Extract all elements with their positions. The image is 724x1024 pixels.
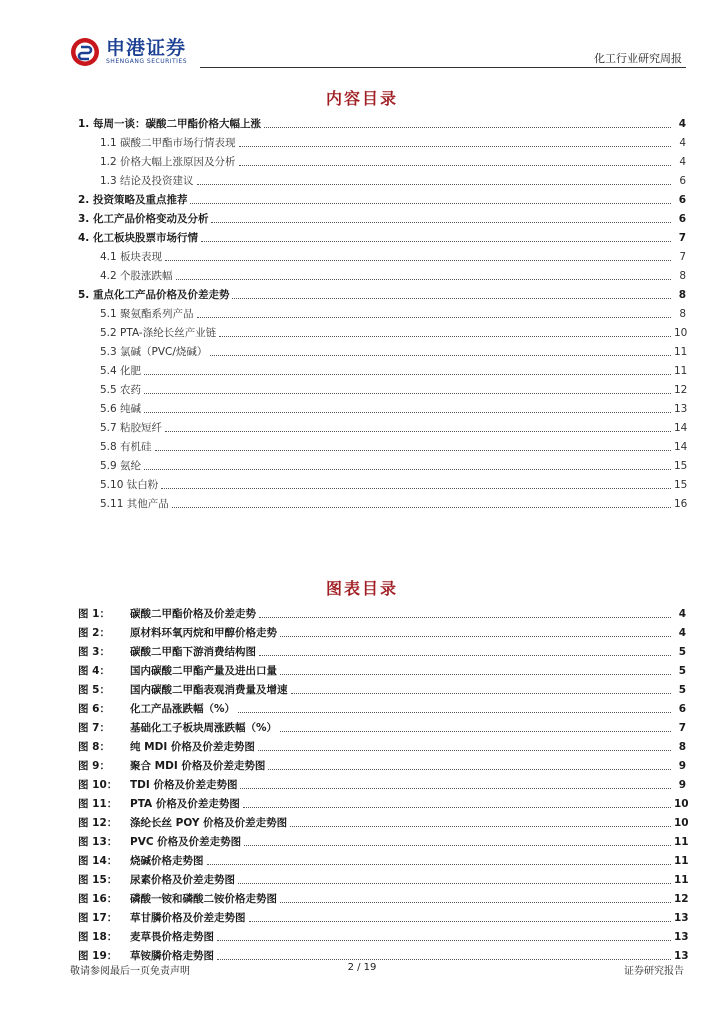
toc-entry-label: 1.1 碳酸二甲酯市场行情表现 (100, 137, 236, 149)
figure-entry-text (78, 779, 237, 792)
figure-title: PTA 价格及价差走势图 (130, 798, 240, 810)
logo-english-name: SHENGANG SECURITIES (106, 58, 188, 65)
figure-entry-page: 11 (674, 874, 689, 886)
toc-entry-label: 5.5 农药 (100, 384, 142, 396)
toc-entry-page: 15 (674, 460, 688, 472)
toc-entry-label: 5.3 氯碱（PVC/烧碱） (100, 346, 208, 358)
toc-entry[interactable] (0, 169, 724, 188)
dot-leader (197, 317, 671, 318)
toc-entry-label: 4.2 个股涨跌幅 (100, 270, 173, 282)
toc-entry-page: 4 (678, 118, 686, 130)
toc-entry-page: 16 (674, 498, 688, 510)
toc-entry-page: 4 (679, 156, 686, 168)
toc-entry-label: 5.4 化肥 (100, 365, 142, 377)
figure-entry-page: 9 (678, 760, 686, 772)
dot-leader (144, 469, 671, 470)
toc-entry-page: 6 (678, 194, 686, 206)
figure-entry[interactable] (0, 944, 724, 963)
figure-number: 图 6： (78, 703, 110, 715)
dot-leader (207, 864, 672, 865)
figure-entry-text (78, 608, 256, 621)
toc-entry[interactable] (0, 454, 724, 473)
dot-leader (161, 488, 671, 489)
figure-title: 麦草畏价格走势图 (130, 931, 214, 943)
figure-entry[interactable] (0, 811, 724, 830)
toc-entry-label: 2. 投资策略及重点推荐 (78, 194, 188, 206)
toc-entry-label: 1.3 结论及投资建议 (100, 175, 194, 187)
figure-number: 图 3： (78, 646, 110, 658)
figure-entry-text (78, 722, 277, 735)
figure-entry[interactable] (0, 602, 724, 621)
contents-title: 内容目录 (325, 89, 398, 108)
toc-entry-label: 1.2 价格大幅上涨原因及分析 (100, 156, 236, 168)
figure-title: 国内碳酸二甲酯产量及进出口量 (130, 665, 277, 677)
dot-leader (291, 693, 672, 694)
toc-entry-label: 5.6 纯碱 (100, 403, 142, 415)
figure-entry-page: 5 (678, 665, 686, 677)
figure-entry[interactable] (0, 773, 724, 792)
figure-title: 聚合 MDI 价格及价差走势图 (130, 760, 266, 772)
toc-entry-page: 11 (674, 365, 688, 377)
toc-entry[interactable] (0, 359, 724, 378)
dot-leader (268, 769, 671, 770)
figure-title: 烧碱价格走势图 (130, 855, 204, 867)
figure-number: 图 11： (78, 798, 118, 810)
dot-leader (217, 959, 671, 960)
figure-title: 化工产品涨跌幅（%） (130, 703, 236, 715)
toc-entry[interactable] (0, 340, 724, 359)
figures-title: 图表目录 (325, 579, 398, 598)
figure-entry-page: 4 (678, 608, 686, 620)
figure-entry[interactable] (0, 697, 724, 716)
figure-title: 碳酸二甲酯下游消费结构图 (130, 646, 256, 658)
figure-entry-page: 12 (674, 893, 689, 905)
figure-entry[interactable] (0, 792, 724, 811)
toc-entry-label: 5.7 粘胶短纤 (100, 422, 163, 434)
figure-entry[interactable] (0, 716, 724, 735)
figure-entry-text (78, 646, 256, 659)
toc-entry[interactable] (0, 397, 724, 416)
dot-leader (165, 260, 671, 261)
figure-number: 图 8： (78, 741, 110, 753)
logo-emblem-icon (70, 37, 100, 67)
figure-entry-page: 5 (678, 684, 686, 696)
figure-title: 基础化工子板块周涨跌幅（%） (130, 722, 278, 734)
figure-number: 图 10： (78, 779, 118, 791)
toc-entry-page: 10 (674, 327, 688, 339)
figure-entry-page: 5 (678, 646, 686, 658)
footer-disclaimer: 敬请参阅最后一页免责声明 (70, 966, 190, 977)
toc-entry[interactable] (0, 435, 724, 454)
toc-entry-page: 12 (674, 384, 688, 396)
toc-entry-page: 6 (678, 213, 686, 225)
figure-number: 图 5： (78, 684, 110, 696)
toc-entry-page: 11 (674, 346, 688, 358)
dot-leader (144, 412, 671, 413)
figure-entry-page: 4 (678, 627, 686, 639)
figure-number: 图 14： (78, 855, 118, 867)
toc-entry[interactable] (0, 226, 724, 245)
figure-entry-page: 7 (678, 722, 686, 734)
figure-entry-text (78, 703, 235, 716)
toc-entry-page: 8 (679, 308, 686, 320)
toc-entry-page: 13 (674, 403, 688, 415)
dot-leader (155, 450, 671, 451)
figure-entry-text (78, 836, 241, 849)
toc-entry-page: 15 (674, 479, 688, 491)
dot-leader (211, 222, 671, 223)
logo-chinese-name: 申港证券 (106, 37, 187, 59)
page-indicator: 2 / 19 (347, 962, 377, 973)
footer-doc-type: 证券研究报告 (624, 966, 684, 977)
toc-entry-label: 5.11 其他产品 (100, 498, 169, 510)
figure-entry[interactable] (0, 678, 724, 697)
toc-entry-label: 5.1 聚氨酯系列产品 (100, 308, 194, 320)
figure-entry[interactable] (0, 621, 724, 640)
dot-leader (201, 241, 671, 242)
figure-number: 图 12： (78, 817, 118, 829)
figure-entry[interactable] (0, 887, 724, 906)
toc-entry-label: 1. 每周一谈：碳酸二甲酯价格大幅上涨 (78, 118, 261, 130)
figure-entry-page: 13 (674, 912, 689, 924)
figure-entry-page: 8 (678, 741, 686, 753)
dot-leader (239, 146, 671, 147)
toc-entry-label: 4.1 板块表现 (100, 251, 163, 263)
report-type-title: 化工行业研究周报 (594, 52, 682, 65)
figure-title: 纯 MDI 价格及价差走势图 (130, 741, 255, 753)
dot-leader (172, 507, 671, 508)
toc-entry-label: 5.2 PTA-涤纶长丝产业链 (100, 327, 217, 339)
figure-entry[interactable] (0, 868, 724, 887)
figure-entry-text (78, 760, 265, 773)
dot-leader (240, 788, 671, 789)
toc-entry[interactable] (0, 283, 724, 302)
figure-entry-page: 10 (674, 798, 689, 810)
figure-title: 尿素价格及价差走势图 (130, 874, 235, 886)
dot-leader (210, 355, 671, 356)
dot-leader (239, 165, 671, 166)
dot-leader (264, 127, 671, 128)
company-logo (70, 35, 187, 69)
figure-number: 图 9： (78, 760, 110, 772)
toc-entry-label: 5. 重点化工产品价格及价差走势 (78, 289, 230, 301)
figure-entry-text (78, 741, 255, 754)
toc-entry-page: 6 (679, 175, 686, 187)
figure-entry[interactable] (0, 735, 724, 754)
dot-leader (258, 750, 671, 751)
toc-entry[interactable] (0, 473, 724, 492)
dot-leader (217, 940, 671, 941)
dot-leader (232, 298, 671, 299)
dot-leader (280, 731, 671, 732)
figure-title: 碳酸二甲酯价格及价差走势 (130, 608, 256, 620)
toc-entry-page: 14 (674, 441, 688, 453)
toc-entry[interactable] (0, 302, 724, 321)
dot-leader (176, 279, 671, 280)
figure-entry-text (78, 627, 277, 640)
figure-entry-text (78, 874, 235, 887)
figure-title: 国内碳酸二甲酯表观消费量及增速 (130, 684, 288, 696)
figure-entry-page: 11 (674, 836, 689, 848)
toc-entry-page: 4 (679, 137, 686, 149)
figure-entry-text (78, 912, 246, 925)
dot-leader (244, 845, 671, 846)
toc-entry-page: 8 (678, 289, 686, 301)
figure-entry[interactable] (0, 640, 724, 659)
figure-title: 草甘膦价格及价差走势图 (130, 912, 246, 924)
figure-title: 磷酸一铵和磷酸二铵价格走势图 (130, 893, 277, 905)
figure-entry[interactable] (0, 849, 724, 868)
toc-entry[interactable] (0, 207, 724, 226)
toc-entry[interactable] (0, 131, 724, 150)
figure-number: 图 4： (78, 665, 110, 677)
dot-leader (144, 374, 671, 375)
figure-number: 图 1： (78, 608, 110, 620)
toc-entry-label: 5.8 有机硅 (100, 441, 152, 453)
toc-entry-page: 7 (679, 251, 686, 263)
toc-entry[interactable] (0, 378, 724, 397)
dot-leader (144, 393, 671, 394)
figure-entry-text (78, 665, 277, 678)
figure-number: 图 15： (78, 874, 118, 886)
figure-entry-text (78, 798, 240, 811)
dot-leader (243, 807, 671, 808)
figure-entry-text (78, 893, 277, 906)
toc-entry[interactable] (0, 321, 724, 340)
figure-entry[interactable] (0, 906, 724, 925)
header-divider (200, 67, 686, 68)
toc-entry-label: 4. 化工板块股票市场行情 (78, 232, 198, 244)
figure-title: 涤纶长丝 POY 价格及价差走势图 (130, 817, 288, 829)
figure-number: 图 19： (78, 950, 118, 962)
dot-leader (290, 826, 671, 827)
toc-entry-label: 5.9 氨纶 (100, 460, 142, 472)
figure-entry[interactable] (0, 659, 724, 678)
figure-title: PVC 价格及价差走势图 (130, 836, 242, 848)
figure-entry[interactable] (0, 830, 724, 849)
dot-leader (165, 431, 671, 432)
toc-entry[interactable] (0, 188, 724, 207)
toc-entry[interactable] (0, 264, 724, 283)
figure-entry-page: 13 (674, 950, 689, 962)
figure-entry-page: 11 (674, 855, 689, 867)
toc-entry-label: 5.10 钛白粉 (100, 479, 159, 491)
figure-entry-page: 9 (678, 779, 686, 791)
dot-leader (190, 203, 671, 204)
toc-entry-page: 8 (679, 270, 686, 282)
toc-entry[interactable] (0, 150, 724, 169)
figure-entry-text (78, 817, 287, 830)
figure-number: 图 16： (78, 893, 118, 905)
toc-entry-page: 7 (678, 232, 686, 244)
figure-entry[interactable] (0, 925, 724, 944)
figure-title: 草铵膦价格走势图 (130, 950, 214, 962)
toc-entry[interactable] (0, 245, 724, 264)
dot-leader (197, 184, 671, 185)
dot-leader (280, 636, 671, 637)
toc-entry-page: 14 (674, 422, 688, 434)
figure-number: 图 7： (78, 722, 110, 734)
toc-entry[interactable] (0, 492, 724, 511)
figure-number: 图 18： (78, 931, 118, 943)
dot-leader (280, 902, 671, 903)
toc-entry-label: 3. 化工产品价格变动及分析 (78, 213, 209, 225)
figure-number: 图 13： (78, 836, 118, 848)
figure-entry[interactable] (0, 754, 724, 773)
figure-entry-page: 13 (674, 931, 689, 943)
dot-leader (238, 883, 671, 884)
figure-entry-page: 10 (674, 817, 689, 829)
figure-title: 原材料环氧丙烷和甲醇价格走势 (130, 627, 277, 639)
dot-leader (259, 655, 671, 656)
toc-entry[interactable] (0, 112, 724, 131)
figure-entry-text (78, 855, 204, 868)
figure-entry-text (78, 931, 214, 944)
figure-entry-text (78, 684, 288, 697)
toc-entry[interactable] (0, 416, 724, 435)
dot-leader (238, 712, 671, 713)
figure-title: TDI 价格及价差走势图 (130, 779, 238, 791)
dot-leader (249, 921, 672, 922)
dot-leader (219, 336, 671, 337)
figure-number: 图 2： (78, 627, 110, 639)
dot-leader (280, 674, 671, 675)
figure-number: 图 17： (78, 912, 118, 924)
figure-entry-page: 6 (678, 703, 686, 715)
dot-leader (259, 617, 671, 618)
